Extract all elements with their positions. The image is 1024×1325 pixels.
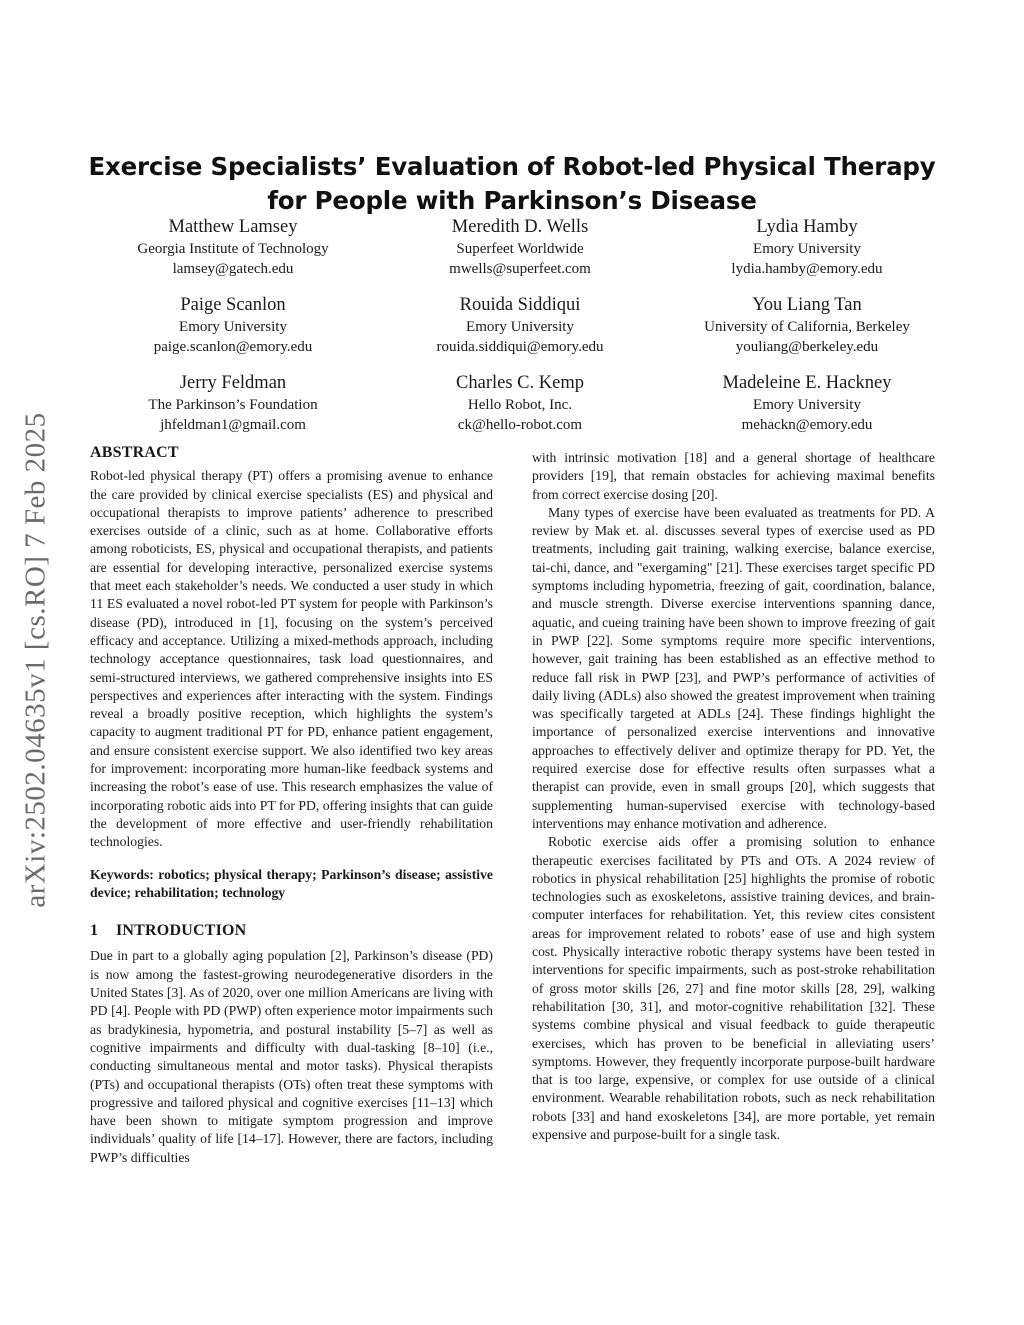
author-email: mwells@superfeet.com: [449, 261, 591, 277]
left-column: [90, 444, 493, 1167]
author-card: [377, 215, 663, 293]
author-affiliation: Georgia Institute of Technology: [137, 241, 329, 257]
author-email: rouida.siddiqui@emory.edu: [436, 339, 604, 355]
section-title: INTRODUCTION: [116, 922, 247, 940]
author-email: lamsey@gatech.edu: [172, 261, 294, 277]
intro-paragraph: Due in part to a globally aging population [2], Parkinson’s disease (PD) is now among the fastest-growing neurodegenerative disorders in the United States [3]. As of 2020, over one million Americans are living with PD [4]. People with PD (PWP) often experience motor impairments such as bradykinesia, hypometria, and postural instability [5–7] as well as cognitive impairments and difficulty with dual-tasking [8–10] (i.e., conducting simultaneous mental and motor tasks). Physical therapists (PTs) and occupational therapists (OTs) often treat these symptoms with progressive and tailored physical and cognitive exercises [11–13] which have been shown to mitigate symptom progression and improve individuals’ quality of life [14–17]. However, there are factors, including PWP’s difficulties: [90, 948, 493, 1165]
author-email: jhfeldman1@gmail.com: [160, 417, 306, 433]
author-name: Jerry Feldman: [179, 373, 287, 393]
abstract-text: Robot-led physical therapy (PT) offers a promising avenue to enhance the care provided by clinical exercise specialists (ES) and physical and occupational therapists to improve patients’ adherence to prescribed exercises outside of a clinic, such as at home. Collaborative efforts among roboticists, ES, physical and occupational therapists, and patients are essential for developing interactive, personalized exercise systems that meet each stakeholder’s needs. We conducted a user study in which 11 ES evaluated a novel robot-led PT system for people with Parkinson’s disease (PD), introduced in [1], focusing on the system’s perceived efficacy and acceptance. Utilizing a mixed-methods approach, including technology acceptance questionnaires, task load questionnaires, and semi-structured interviews, we gathered comprehensive insights into ES perspectives and experiences after interacting with the system. Findings reveal a broadly positive reception, which highlights the system’s capacity to augment traditional PT for PD, enhance patient engagement, and ensure consistent exercise support. We also identified two key areas for improvement: incorporating more human-like feedback systems and increasing the robot’s ease of use. This research emphasizes the value of incorporating robotic aids into PT for PD, offering insights that can guide the development of more effective and user-friendly rehabilitation technologies.: [90, 468, 493, 850]
author-name: Matthew Lamsey: [168, 217, 298, 237]
author-card: [664, 215, 950, 293]
author-affiliation: The Parkinson’s Foundation: [148, 397, 318, 413]
author-card: [377, 371, 663, 449]
author-card: [664, 371, 950, 449]
author-row: [90, 371, 950, 449]
author-row: [90, 293, 950, 371]
author-affiliation: University of California, Berkeley: [704, 319, 910, 335]
author-card: [90, 371, 376, 449]
author-name: Paige Scanlon: [180, 295, 286, 315]
author-name: Rouida Siddiqui: [459, 295, 581, 315]
author-name: Charles C. Kemp: [456, 373, 584, 393]
arxiv-id-text: arXiv:2502.04635v1 [cs.RO] 7 Feb 2025: [19, 412, 52, 908]
author-name: You Liang Tan: [752, 295, 862, 315]
paper-title: Exercise Specialists’ Evaluation of Robot-led Physical Therapy for People with Parkinson’s Disease: [88, 152, 936, 216]
author-name: Meredith D. Wells: [451, 217, 589, 237]
author-affiliation: Emory University: [753, 241, 861, 257]
abstract-heading: ABSTRACT: [90, 444, 179, 461]
author-email: lydia.hamby@emory.edu: [731, 261, 883, 277]
right-column: [532, 449, 935, 1144]
author-affiliation: Emory University: [179, 319, 287, 335]
author-name: Lydia Hamby: [756, 217, 858, 237]
arxiv-identifier: [6, 360, 66, 960]
author-card: [90, 215, 376, 293]
author-card: [664, 293, 950, 371]
author-affiliation: Emory University: [753, 397, 861, 413]
author-affiliation: Hello Robot, Inc.: [467, 397, 573, 413]
author-email: youliang@berkeley.edu: [735, 339, 879, 355]
author-block: [90, 215, 950, 449]
author-card: [90, 293, 376, 371]
section-number: 1: [90, 922, 99, 940]
author-email: ck@hello-robot.com: [457, 417, 583, 433]
author-affiliation: Superfeet Worldwide: [456, 241, 584, 257]
keywords: Keywords: robotics; physical therapy; Parkinson’s disease; assistive device; rehabilitation; technology: [90, 866, 493, 900]
author-name: Madeleine E. Hackney: [722, 373, 892, 393]
body-paragraph: with intrinsic motivation [18] and a general shortage of healthcare providers [19], that remain obstacles for achieving maximal benefits from correct exercise dosing [20].: [532, 450, 935, 502]
body-paragraph: Many types of exercise have been evaluated as treatments for PD. A review by Mak et. al. discusses several types of exercise used as PD treatments, including gait training, walking exercise, balance exercise, tai-chi, dance, and "exergaming" [21]. These exercises target specific PD symptoms including hypometria, freezing of gait, coordination, balance, and muscle strength. Diverse exercise interventions spanning dance, aquatic, and cueing training have been shown to improve freezing of gait in PWP [22]. Some symptoms require more specific interventions, however, gait training has been established as an effective method to reduce fall risk in PWP [23], and PWP’s performance of activities of daily living (ADLs) also showed the greatest improvement when training was specifically targeted at ADLs [24]. These findings highlight the importance of personalized exercise interventions and innovative approaches to effectively deliver and optimize therapy for PD. Yet, the required exercise dose for effective results often surpasses what a therapist can provide, even in small groups [20], which suggests that supplementing human-supervised exercise with technology-based interventions may enhance motivation and adherence.: [532, 504, 935, 831]
author-email: paige.scanlon@emory.edu: [153, 339, 313, 355]
author-affiliation: Emory University: [466, 319, 574, 335]
body-paragraph: Robotic exercise aids offer a promising solution to enhance therapeutic exercises facilitated by PTs and OTs. A 2024 review of robotics in physical rehabilitation [25] highlights the promise of robotic technologies such as exoskeletons, assistive training devices, and brain-computer interfaces for rehabilitation. Yet, this review cites consistent areas for improvement related to robots’ ease of use and high system cost. Physically interactive robotic therapy systems have been tested in interventions for specific impairments, such as post-stroke rehabilitation of gross motor skills [26, 27] and fine motor skills [28, 29], walking rehabilitation [30, 31], and motor-cognitive rehabilitation [32]. These systems combine physical and visual feedback to guide therapeutic exercises, which has proven to be beneficial in alleviating users’ symptoms. However, they frequently incorporate purpose-built hardware that is too large, expensive, or complex for use outside of a clinical environment. Wearable rehabilitation robots, such as neck rehabilitation robots [33] and hand exoskeletons [34], are more portable, yet remain expensive and purpose-built for a single task.: [532, 834, 935, 1142]
introduction-heading: [90, 922, 493, 940]
author-row: [90, 215, 950, 293]
author-card: [377, 293, 663, 371]
author-email: mehackn@emory.edu: [741, 417, 873, 433]
